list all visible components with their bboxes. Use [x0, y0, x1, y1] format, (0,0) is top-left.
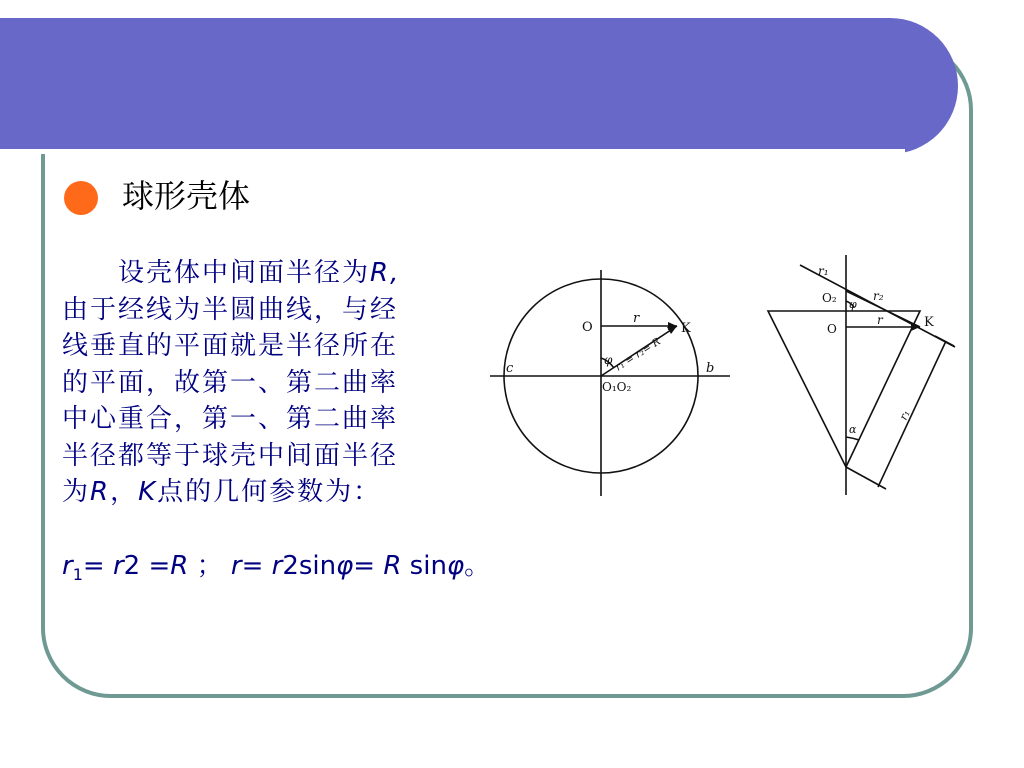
- page-title: 球形壳体: [122, 177, 251, 215]
- paragraph-line-3: 线垂直的平面就是半径所在: [62, 331, 399, 361]
- label-O: O: [582, 320, 593, 335]
- label-phi-right: φ: [849, 298, 857, 311]
- label-r1: r₁: [818, 264, 829, 278]
- dim-tick-bottom: [846, 467, 886, 489]
- label-alpha: α: [849, 423, 857, 436]
- label-phi: φ: [604, 353, 613, 367]
- label-O-right: O: [827, 322, 837, 336]
- label-O2: O₂: [822, 291, 837, 305]
- cone-diagram: [760, 255, 970, 500]
- sphere-diagram: [490, 270, 740, 500]
- bullet-icon: [64, 181, 98, 215]
- alpha-arc: [846, 437, 859, 440]
- label-r: r: [633, 311, 640, 326]
- banner-rule: [0, 149, 905, 154]
- label-K-right: K: [924, 315, 934, 330]
- paragraph-line-5: 中心重合，第一、第二曲率: [62, 404, 399, 434]
- body-paragraph: [62, 255, 400, 511]
- label-r-equals-R: r₁ = r₂= R: [613, 336, 663, 374]
- arrow-R: [667, 326, 677, 334]
- geometry-formula: $r_1= r2 =R$ ； r= r2sinφ= R sinφ。: [62, 551, 491, 585]
- label-b: b: [706, 361, 715, 376]
- label-c: c: [506, 361, 514, 376]
- paragraph-line-1: 设壳体中间面半径为R,: [118, 258, 401, 288]
- paragraph-line-2: 由于经线为半圆曲线，与经: [62, 294, 399, 325]
- paragraph-line-6: 半径都等于球壳中间面半径: [62, 440, 399, 471]
- label-K: K: [681, 321, 691, 336]
- label-O1O2: O₁O₂: [602, 380, 632, 394]
- label-r1-dim: r₁: [896, 408, 913, 423]
- label-r2: r₂: [873, 289, 884, 303]
- cone-outline: [768, 311, 920, 467]
- label-r-right: r: [877, 313, 883, 327]
- paragraph-line-7: 为R，K点的几何参数为：: [62, 477, 382, 507]
- paragraph-line-4: 的平面，故第一、第二曲率: [62, 367, 399, 398]
- title-banner: [0, 18, 958, 154]
